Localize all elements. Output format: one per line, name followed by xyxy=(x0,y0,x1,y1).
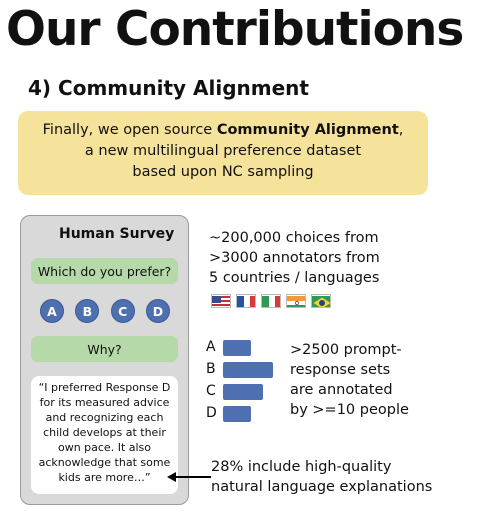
slide-title: Our Contributions xyxy=(6,2,464,57)
human-survey-card xyxy=(20,215,189,505)
choice-b-button[interactable]: B xyxy=(75,299,99,323)
bar-label: D xyxy=(206,405,217,421)
survey-title: Human Survey xyxy=(59,226,175,242)
quote-line: for its measured advice xyxy=(39,396,170,409)
prompt-line: by >=10 people xyxy=(290,402,409,418)
france-flag-icon xyxy=(236,294,256,308)
summary-line-2: a new multilingual preference dataset xyxy=(84,143,362,159)
bar-label: B xyxy=(206,361,216,377)
choice-d-button[interactable]: D xyxy=(146,299,170,323)
brazil-flag-icon xyxy=(311,294,331,308)
bar xyxy=(223,406,251,422)
explanation-line: 28% include high-quality xyxy=(211,459,392,475)
choice-a-button[interactable]: A xyxy=(40,299,64,323)
section-subtitle: 4) Community Alignment xyxy=(28,76,309,100)
quote-line: own pace. It also xyxy=(57,441,152,454)
bar-label: A xyxy=(206,339,216,355)
quote-line: acknowledge that some xyxy=(38,456,171,469)
explanation-stats xyxy=(211,457,432,497)
country-flags xyxy=(211,294,331,308)
summary-line-1 xyxy=(18,120,428,141)
preference-question: Which do you prefer? xyxy=(31,258,178,284)
arrow-left-icon xyxy=(165,468,213,486)
quote-line: “I preferred Response D xyxy=(38,381,171,394)
stats-line: 5 countries / languages xyxy=(209,270,380,286)
prompt-line: >2500 prompt- xyxy=(290,342,402,358)
bar xyxy=(223,362,273,378)
explanation-line: natural language explanations xyxy=(211,479,433,495)
stats-line: ~200,000 choices from xyxy=(209,230,379,246)
summary-bold: Community Alignment xyxy=(216,122,399,138)
summary-prefix: Finally, we open source xyxy=(42,122,217,138)
summary-line-3: based upon NC sampling xyxy=(132,164,314,180)
prompt-line: are annotated xyxy=(290,382,393,398)
bar xyxy=(223,384,263,400)
choice-c-button[interactable]: C xyxy=(111,299,135,323)
bar xyxy=(223,340,251,356)
choice-buttons xyxy=(40,299,170,323)
quote-line: kids are more…” xyxy=(58,471,151,484)
explanation-quote xyxy=(31,376,178,494)
summary-suffix: , xyxy=(398,122,404,138)
why-prompt: Why? xyxy=(31,336,178,362)
bar-label: C xyxy=(206,383,216,399)
quote-line: child develops at their xyxy=(43,426,166,439)
us-flag-icon xyxy=(211,294,231,308)
italy-flag-icon xyxy=(261,294,281,308)
summary-box xyxy=(18,111,428,195)
dataset-stats xyxy=(209,228,380,288)
prompt-response-stats xyxy=(290,340,409,420)
stats-line: >3000 annotators from xyxy=(209,250,380,266)
quote-line: and recognizing each xyxy=(45,411,164,424)
prompt-line: response sets xyxy=(290,362,391,378)
india-flag-icon xyxy=(286,294,306,308)
